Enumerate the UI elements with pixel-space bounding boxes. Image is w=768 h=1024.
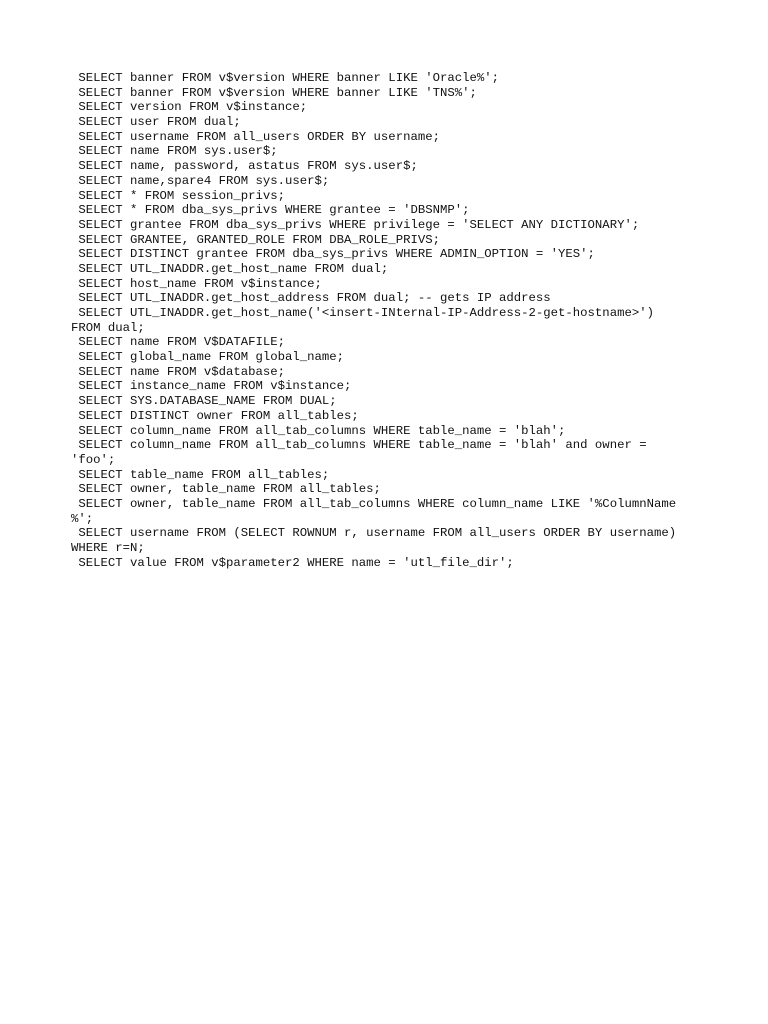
sql-line: SELECT name FROM sys.user$;	[71, 144, 278, 159]
sql-line: SELECT banner FROM v$version WHERE banner LIKE 'TNS%';	[71, 85, 477, 100]
sql-line: SELECT version FROM v$instance;	[71, 100, 308, 115]
sql-line: SELECT name FROM v$database;	[71, 364, 286, 379]
sql-line: SELECT host_name FROM v$instance;	[71, 276, 322, 291]
sql-line: SELECT username FROM all_users ORDER BY username;	[71, 129, 440, 144]
sql-line: SELECT * FROM dba_sys_privs WHERE grantee = 'DBSNMP';	[71, 203, 470, 218]
sql-line: 'foo';	[71, 452, 116, 467]
sql-line: SELECT name,spare4 FROM sys.user$;	[71, 173, 330, 188]
sql-line: SELECT column_name FROM all_tab_columns WHERE table_name = 'blah' and owner =	[71, 438, 647, 453]
sql-line: %';	[71, 511, 94, 526]
sql-line: SELECT column_name FROM all_tab_columns WHERE table_name = 'blah';	[71, 423, 566, 438]
sql-line: SELECT SYS.DATABASE_NAME FROM DUAL;	[71, 394, 337, 409]
sql-line: SELECT user FROM dual;	[71, 115, 241, 130]
sql-line: SELECT DISTINCT owner FROM all_tables;	[71, 408, 359, 423]
sql-line: SELECT UTL_INADDR.get_host_name('<insert-INternal-IP-Address-2-get-hostname>')	[71, 306, 654, 320]
sql-line: SELECT banner FROM v$version WHERE banner LIKE 'Oracle%';	[71, 71, 500, 85]
sql-line: FROM dual;	[71, 320, 145, 335]
sql-line: SELECT owner, table_name FROM all_tab_columns WHERE column_name LIKE '%ColumnName	[71, 496, 677, 511]
sql-line: SELECT * FROM session_privs;	[71, 188, 286, 203]
sql-line: SELECT name FROM V$DATAFILE;	[71, 335, 286, 350]
sql-line: SELECT table_name FROM all_tables;	[71, 467, 330, 482]
sql-line: SELECT grantee FROM dba_sys_privs WHERE privilege = 'SELECT ANY DICTIONARY';	[71, 217, 640, 232]
sql-line: SELECT username FROM (SELECT ROWNUM r, username FROM all_users ORDER BY username)	[71, 526, 677, 541]
sql-line: SELECT value FROM v$parameter2 WHERE name = 'utl_file_dir';	[71, 555, 514, 570]
sql-line: SELECT name, password, astatus FROM sys.user$;	[71, 159, 418, 174]
sql-query-list	[71, 71, 701, 570]
sql-line: SELECT UTL_INADDR.get_host_address FROM dual; -- gets IP address	[71, 291, 551, 306]
sql-line: SELECT DISTINCT grantee FROM dba_sys_privs WHERE ADMIN_OPTION = 'YES';	[71, 247, 595, 262]
sql-line: SELECT instance_name FROM v$instance;	[71, 379, 352, 394]
sql-line: WHERE r=N;	[71, 541, 145, 555]
sql-line: SELECT GRANTEE, GRANTED_ROLE FROM DBA_ROLE_PRIVS;	[71, 232, 440, 247]
sql-line: SELECT global_name FROM global_name;	[71, 350, 345, 365]
sql-line: SELECT UTL_INADDR.get_host_name FROM dual;	[71, 261, 389, 276]
sql-line: SELECT owner, table_name FROM all_tables;	[71, 482, 381, 497]
